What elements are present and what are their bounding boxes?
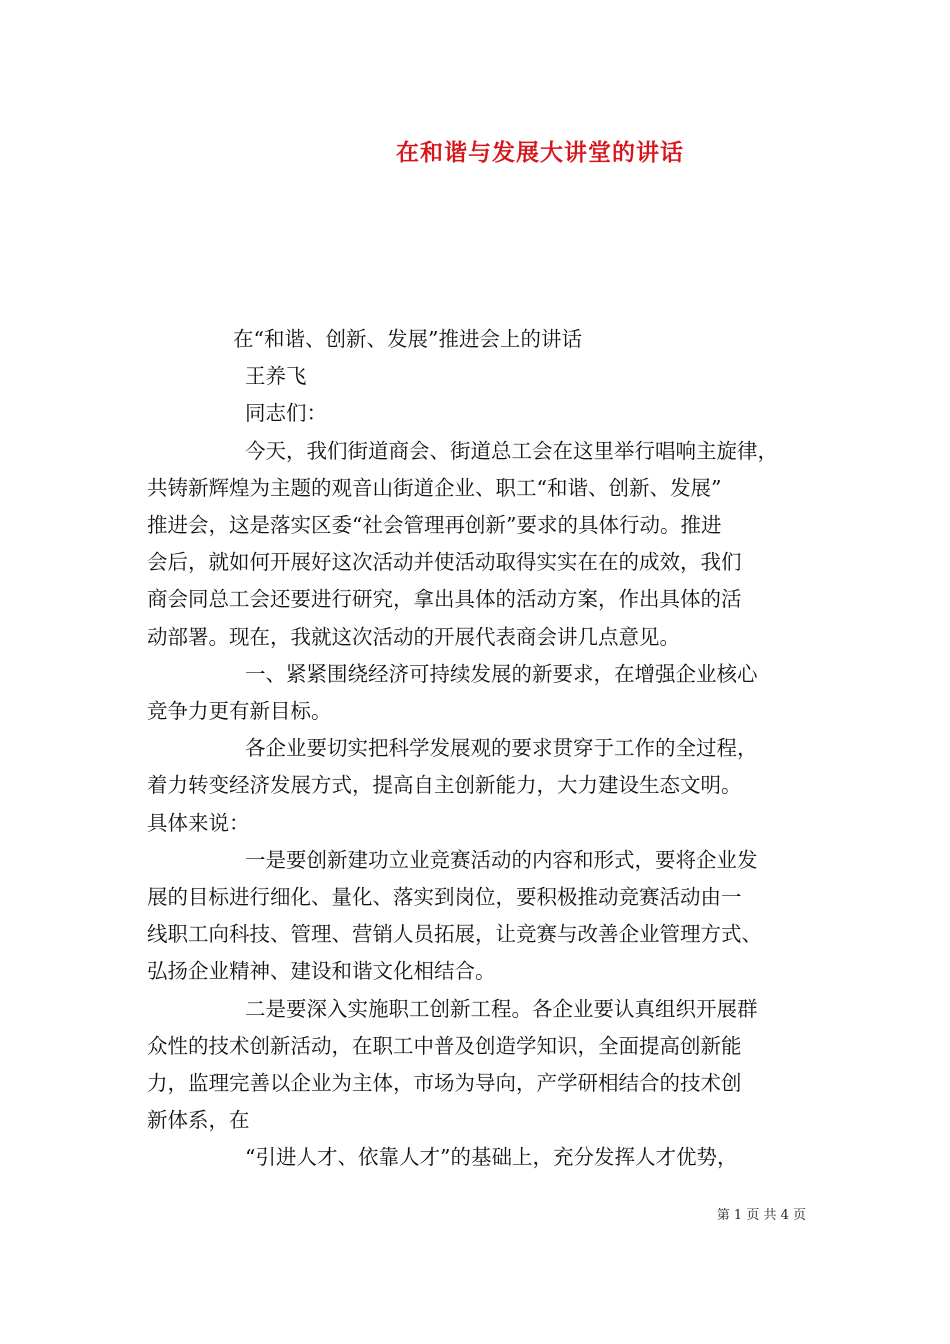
paragraph-line: 着力转变经济发展方式，提高自主创新能力，大力建设生态文明。	[147, 773, 742, 798]
paragraph-line: 共铸新辉煌为主题的观音山街道企业、职工“和谐、创新、发展”	[147, 475, 722, 500]
paragraph-line: 动部署。现在，我就这次活动的开展代表商会讲几点意见。	[147, 624, 680, 649]
paragraph-line: 推进会，这是落实区委“社会管理再创新”要求的具体行动。推进	[147, 513, 722, 538]
paragraph-line: 今天，我们街道商会、街道总工会在这里举行唱响主旋律，	[245, 438, 778, 463]
paragraph-line: 二是要深入实施职工创新工程。各企业要认真组织开展群	[245, 996, 758, 1021]
page-number: 第 1 页 共 4 页	[716, 1208, 806, 1223]
paragraph-line: 商会同总工会还要进行研究，拿出具体的活动方案，作出具体的活	[147, 587, 742, 612]
paragraph-line: 展的目标进行细化、量化、落实到岗位，要积极推动竞赛活动由一	[147, 885, 742, 910]
section-heading: 一、紧紧围绕经济可持续发展的新要求，在增强企业核心	[245, 661, 758, 686]
paragraph-line: 力，监理完善以企业为主体，市场为导向，产学研相结合的技术创	[147, 1071, 742, 1096]
author: 王养飞	[245, 364, 307, 389]
paragraph-line: 弘扬企业精神、建设和谐文化相结合。	[147, 959, 496, 984]
paragraph-line: 各企业要切实把科学发展观的要求贯穿于工作的全过程，	[245, 736, 758, 761]
subtitle: 在“和谐、创新、发展”推进会上的讲话	[233, 327, 582, 351]
paragraph-line: 一是要创新建功立业竞赛活动的内容和形式，要将企业发	[245, 847, 758, 872]
paragraph-line: 新体系，在	[147, 1108, 250, 1133]
paragraph-line: “引进人才、依靠人才”的基础上，充分发挥人才优势，	[245, 1145, 738, 1170]
document-title: 在和谐与发展大讲堂的讲话	[396, 140, 684, 166]
paragraph-line: 线职工向科技、管理、营销人员拓展，让竞赛与改善企业管理方式、	[147, 922, 762, 947]
greeting: 同志们：	[245, 401, 327, 426]
paragraph-line: 具体来说：	[147, 810, 250, 835]
paragraph-line: 会后，就如何开展好这次活动并使活动取得实实在在的成效，我们	[147, 550, 742, 575]
paragraph-line: 众性的技术创新活动，在职工中普及创造学知识，全面提高创新能	[147, 1033, 742, 1058]
section-heading-cont: 竞争力更有新目标。	[147, 699, 332, 724]
document-body	[147, 321, 807, 1177]
